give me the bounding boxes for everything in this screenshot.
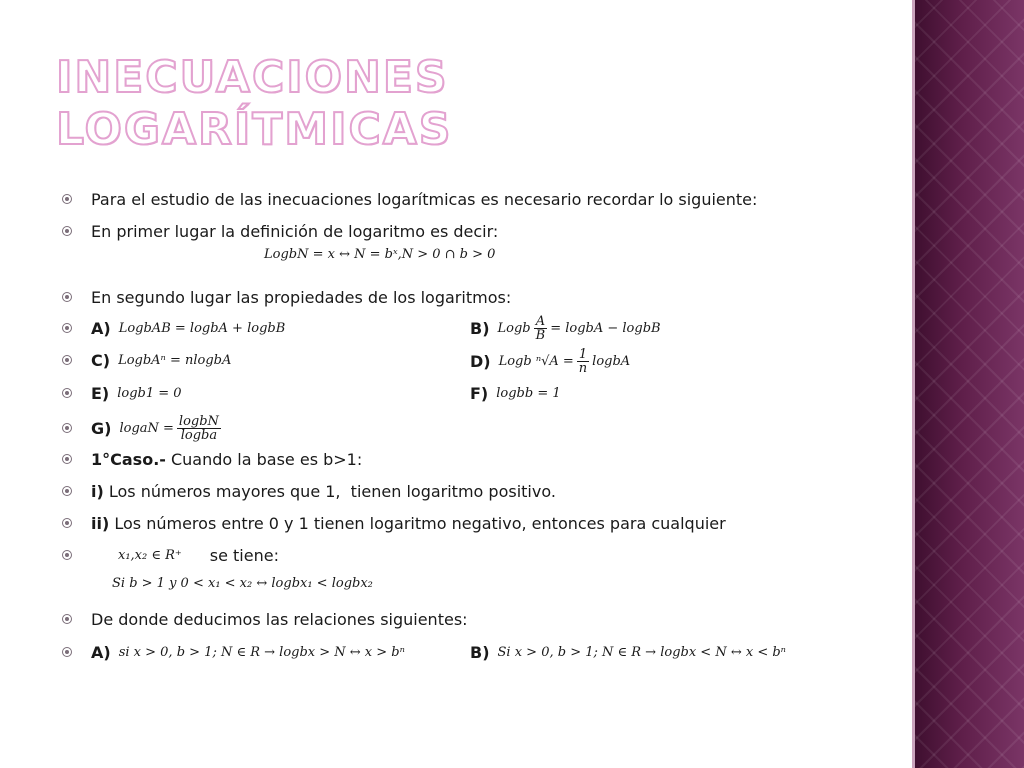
- label-c: C): [91, 350, 111, 370]
- ii-label: ii): [91, 513, 110, 533]
- sidebar-edge: [912, 0, 915, 768]
- list-item-property-e: [62, 378, 182, 408]
- case-text: Cuando la base es b>1:: [165, 449, 363, 469]
- relation-b: [470, 637, 786, 667]
- bullet-icon: [62, 647, 72, 657]
- slide-title: [56, 52, 453, 156]
- ii-text: Los números entre 0 y 1 tienen logaritmo negativo, entonces para cualquier: [109, 513, 726, 533]
- bullet-icon: [62, 454, 72, 464]
- list-item-i: [62, 476, 556, 506]
- intro-text: Para el estudio de las inecuaciones logarítmicas es necesario recordar lo siguiente:: [91, 189, 758, 209]
- list-item-intro: [62, 184, 757, 214]
- label-e: E): [91, 383, 110, 403]
- bullet-icon: [62, 614, 72, 624]
- relation-a-formula: si x > 0, b > 1; N ∈ R → logbx > N ↔ x > bⁿ: [118, 644, 405, 660]
- property-f: [470, 378, 561, 408]
- label-g: G): [91, 418, 112, 438]
- bullet-icon: [62, 194, 72, 204]
- case-label: 1°Caso.-: [91, 449, 166, 469]
- list-item-property-c: [62, 345, 231, 375]
- formula-e: logb1 = 0: [117, 385, 182, 401]
- fraction-b: [534, 315, 548, 342]
- fraction-g-den: logba: [180, 427, 218, 443]
- i-text: Los números mayores que 1, tienen logaritmo positivo.: [103, 481, 556, 501]
- formula-c: LogbAⁿ = nlogbA: [118, 352, 232, 368]
- bullet-icon: [62, 550, 72, 560]
- fraction-g: [177, 415, 221, 442]
- formula-a: LogbAB = logbA + logbB: [118, 320, 286, 336]
- fraction-d-num: 1: [578, 346, 588, 362]
- fraction-d: [577, 348, 589, 375]
- bullet-icon: [62, 323, 72, 333]
- label-a: A): [91, 318, 111, 338]
- list-item-ii: [62, 508, 726, 538]
- bullet-icon: [62, 226, 72, 236]
- fraction-d-den: n: [578, 360, 588, 376]
- se-tiene-text: se tiene:: [209, 545, 279, 565]
- property-d: [470, 342, 630, 380]
- properties-text: En segundo lugar las propiedades de los logaritmos:: [91, 287, 512, 307]
- title-line-2: LOGARÍTMICAS: [56, 104, 453, 155]
- title-line-1: INECUACIONES: [56, 52, 449, 103]
- list-item-properties: [62, 282, 511, 312]
- relation-a-label: A): [91, 642, 111, 662]
- label-f: F): [470, 383, 489, 403]
- bullet-icon: [62, 292, 72, 302]
- list-item-case: [62, 444, 362, 474]
- relation-b-formula: Si x > 0, b > 1; N ∈ R → logbx < N ↔ x < bⁿ: [497, 644, 786, 660]
- fraction-g-num: logbN: [178, 413, 219, 429]
- bullet-icon: [62, 486, 72, 496]
- i-label: i): [91, 481, 104, 501]
- bullet-icon: [62, 423, 72, 433]
- definition-text: En primer lugar la definición de logaritmo es decir:: [91, 221, 499, 241]
- list-item-relation-a: [62, 637, 405, 667]
- bullet-icon: [62, 388, 72, 398]
- formula-f: logbb = 1: [496, 385, 561, 401]
- x-set-formula: x₁,x₂ ∈ R⁺: [118, 547, 182, 563]
- list-item-deduce: [62, 604, 468, 634]
- list-item-se-tiene: [62, 540, 279, 570]
- decorative-sidebar: [912, 0, 1024, 768]
- bullet-icon: [62, 518, 72, 528]
- list-item-property-g: [62, 408, 224, 448]
- formula-b-post: = logbA − logbB: [550, 320, 661, 336]
- label-b: B): [470, 318, 490, 338]
- list-item-definition: [62, 216, 498, 246]
- bullet-icon: [62, 355, 72, 365]
- fraction-b-den: B: [535, 327, 546, 343]
- fraction-b-num: A: [535, 313, 546, 329]
- formula-b-pre: Logb: [497, 320, 531, 336]
- formula-d-pre: Logb ⁿ√A =: [498, 353, 574, 369]
- definition-formula: LogbN = x ↔ N = bˣ,N > 0 ∩ b > 0: [264, 247, 496, 262]
- case-relation-formula: Si b > 1 y 0 < x₁ < x₂ ↔ logbx₁ < logbx₂: [112, 576, 373, 591]
- list-item-property-a: [62, 313, 285, 343]
- formula-d-post: logbA: [592, 353, 631, 369]
- label-d: D): [470, 351, 491, 371]
- formula-g-pre: logaN =: [119, 420, 174, 436]
- relation-b-label: B): [470, 642, 490, 662]
- deduce-text: De donde deducimos las relaciones siguientes:: [91, 609, 468, 629]
